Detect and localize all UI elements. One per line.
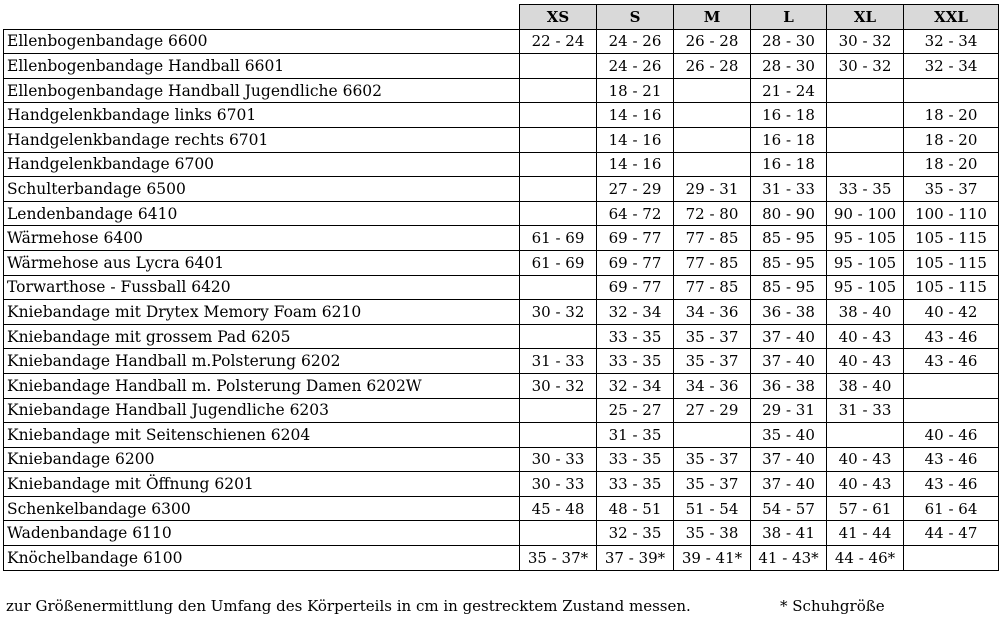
size-value-cell: 105 - 115 (904, 275, 999, 300)
size-value-cell: 35 - 40 (751, 423, 827, 448)
product-name-cell: Wadenbandage 6110 (4, 521, 520, 546)
size-value-cell: 18 - 20 (904, 103, 999, 128)
size-value-cell: 40 - 43 (827, 349, 904, 374)
size-value-cell: 22 - 24 (520, 29, 597, 54)
size-value-cell: 37 - 39* (597, 546, 674, 571)
product-name-cell: Knöchelbandage 6100 (4, 546, 520, 571)
header-row (4, 5, 999, 30)
size-value-cell (827, 103, 904, 128)
size-value-cell: 95 - 105 (827, 250, 904, 275)
header-corner (4, 5, 520, 30)
size-value-cell: 33 - 35 (597, 324, 674, 349)
size-value-cell: 28 - 30 (751, 29, 827, 54)
size-value-cell: 16 - 18 (751, 152, 827, 177)
product-name-cell: Ellenbogenbandage Handball Jugendliche 6602 (4, 78, 520, 103)
size-value-cell: 32 - 34 (597, 373, 674, 398)
size-value-cell: 28 - 30 (751, 54, 827, 79)
size-value-cell (674, 103, 751, 128)
table-row (4, 54, 999, 79)
size-value-cell: 30 - 32 (827, 54, 904, 79)
size-value-cell (827, 423, 904, 448)
size-value-cell: 43 - 46 (904, 349, 999, 374)
size-value-cell (520, 423, 597, 448)
product-name-cell: Ellenbogenbandage 6600 (4, 29, 520, 54)
size-value-cell: 37 - 40 (751, 349, 827, 374)
size-value-cell: 35 - 37* (520, 546, 597, 571)
size-value-cell: 100 - 110 (904, 201, 999, 226)
size-value-cell (520, 78, 597, 103)
size-value-cell: 30 - 33 (520, 447, 597, 472)
size-value-cell: 33 - 35 (597, 472, 674, 497)
size-value-cell: 14 - 16 (597, 103, 674, 128)
size-value-cell (904, 398, 999, 423)
size-value-cell: 30 - 33 (520, 472, 597, 497)
size-value-cell: 69 - 77 (597, 275, 674, 300)
size-value-cell: 35 - 38 (674, 521, 751, 546)
product-name-cell: Handgelenkbandage 6700 (4, 152, 520, 177)
size-value-cell: 27 - 29 (597, 177, 674, 202)
size-value-cell (520, 152, 597, 177)
table-row (4, 250, 999, 275)
size-value-cell: 61 - 69 (520, 250, 597, 275)
size-value-cell: 85 - 95 (751, 275, 827, 300)
size-value-cell: 41 - 44 (827, 521, 904, 546)
size-value-cell: 27 - 29 (674, 398, 751, 423)
table-row (4, 324, 999, 349)
size-value-cell: 38 - 40 (827, 300, 904, 325)
size-value-cell: 61 - 64 (904, 496, 999, 521)
product-name-cell: Kniebandage Handball m. Polsterung Damen 6202W (4, 373, 520, 398)
size-value-cell (520, 201, 597, 226)
size-value-cell: 32 - 34 (597, 300, 674, 325)
product-name-cell: Kniebandage Handball Jugendliche 6203 (4, 398, 520, 423)
table-row (4, 201, 999, 226)
size-value-cell: 30 - 32 (520, 373, 597, 398)
size-value-cell: 40 - 43 (827, 324, 904, 349)
product-name-cell: Kniebandage Handball m.Polsterung 6202 (4, 349, 520, 374)
product-name-cell: Kniebandage 6200 (4, 447, 520, 472)
header-size: XS (520, 5, 597, 30)
size-value-cell: 105 - 115 (904, 250, 999, 275)
size-value-cell: 43 - 46 (904, 472, 999, 497)
product-name-cell: Kniebandage mit Seitenschienen 6204 (4, 423, 520, 448)
size-value-cell (520, 54, 597, 79)
size-value-cell: 85 - 95 (751, 250, 827, 275)
size-value-cell: 14 - 16 (597, 127, 674, 152)
size-value-cell: 77 - 85 (674, 250, 751, 275)
header-size: XXL (904, 5, 999, 30)
size-value-cell (520, 127, 597, 152)
product-name-cell: Kniebandage mit Drytex Memory Foam 6210 (4, 300, 520, 325)
size-value-cell: 33 - 35 (597, 349, 674, 374)
table-row (4, 496, 999, 521)
size-value-cell: 51 - 54 (674, 496, 751, 521)
size-value-cell (904, 78, 999, 103)
header-size: S (597, 5, 674, 30)
header-size: M (674, 5, 751, 30)
table-row (4, 275, 999, 300)
size-value-cell: 54 - 57 (751, 496, 827, 521)
table-row (4, 423, 999, 448)
size-value-cell: 48 - 51 (597, 496, 674, 521)
size-value-cell: 35 - 37 (674, 324, 751, 349)
product-name-cell: Wärmehose aus Lycra 6401 (4, 250, 520, 275)
size-value-cell: 37 - 40 (751, 472, 827, 497)
size-value-cell (520, 103, 597, 128)
size-value-cell: 40 - 43 (827, 447, 904, 472)
size-value-cell (674, 423, 751, 448)
size-value-cell (520, 398, 597, 423)
product-name-cell: Handgelenkbandage rechts 6701 (4, 127, 520, 152)
size-value-cell: 38 - 40 (827, 373, 904, 398)
product-name-cell: Torwarthose - Fussball 6420 (4, 275, 520, 300)
product-name-cell: Schenkelbandage 6300 (4, 496, 520, 521)
size-value-cell: 35 - 37 (674, 472, 751, 497)
product-name-cell: Schulterbandage 6500 (4, 177, 520, 202)
table-row (4, 398, 999, 423)
size-value-cell: 33 - 35 (597, 447, 674, 472)
size-value-cell: 30 - 32 (520, 300, 597, 325)
table-body (4, 29, 999, 570)
table-row (4, 177, 999, 202)
product-name-cell: Kniebandage mit Öffnung 6201 (4, 472, 520, 497)
size-value-cell (674, 152, 751, 177)
size-value-cell: 21 - 24 (751, 78, 827, 103)
size-value-cell: 26 - 28 (674, 54, 751, 79)
size-value-cell: 41 - 43* (751, 546, 827, 571)
header-size: L (751, 5, 827, 30)
table-row (4, 349, 999, 374)
size-value-cell (520, 521, 597, 546)
size-value-cell: 40 - 43 (827, 472, 904, 497)
size-value-cell: 95 - 105 (827, 275, 904, 300)
size-value-cell: 43 - 46 (904, 447, 999, 472)
size-value-cell: 44 - 46* (827, 546, 904, 571)
size-value-cell: 85 - 95 (751, 226, 827, 251)
size-value-cell: 30 - 32 (827, 29, 904, 54)
size-value-cell: 36 - 38 (751, 300, 827, 325)
table-row (4, 300, 999, 325)
size-value-cell: 45 - 48 (520, 496, 597, 521)
size-value-cell: 77 - 85 (674, 226, 751, 251)
size-value-cell: 24 - 26 (597, 54, 674, 79)
table-row (4, 447, 999, 472)
size-value-cell: 25 - 27 (597, 398, 674, 423)
size-value-cell: 44 - 47 (904, 521, 999, 546)
product-name-cell: Lendenbandage 6410 (4, 201, 520, 226)
table-row (4, 226, 999, 251)
size-value-cell: 57 - 61 (827, 496, 904, 521)
header-size: XL (827, 5, 904, 30)
size-value-cell: 39 - 41* (674, 546, 751, 571)
table-row (4, 472, 999, 497)
size-value-cell: 40 - 42 (904, 300, 999, 325)
measurement-footnote: zur Größenermittlung den Umfang des Körperteils in cm in gestrecktem Zustand messen. (6, 597, 691, 615)
size-value-cell: 36 - 38 (751, 373, 827, 398)
size-value-cell: 29 - 31 (674, 177, 751, 202)
table-row (4, 127, 999, 152)
size-chart-table (3, 4, 999, 571)
size-value-cell (520, 177, 597, 202)
size-value-cell: 34 - 36 (674, 300, 751, 325)
size-value-cell: 61 - 69 (520, 226, 597, 251)
size-value-cell: 37 - 40 (751, 324, 827, 349)
size-value-cell: 16 - 18 (751, 127, 827, 152)
table-row (4, 103, 999, 128)
table-row (4, 546, 999, 571)
size-value-cell (520, 324, 597, 349)
size-value-cell: 33 - 35 (827, 177, 904, 202)
size-value-cell: 72 - 80 (674, 201, 751, 226)
size-value-cell: 18 - 20 (904, 127, 999, 152)
size-value-cell: 37 - 40 (751, 447, 827, 472)
size-value-cell: 31 - 33 (520, 349, 597, 374)
size-value-cell: 34 - 36 (674, 373, 751, 398)
size-value-cell: 29 - 31 (751, 398, 827, 423)
table-row (4, 152, 999, 177)
size-value-cell: 18 - 20 (904, 152, 999, 177)
product-name-cell: Ellenbogenbandage Handball 6601 (4, 54, 520, 79)
size-value-cell: 38 - 41 (751, 521, 827, 546)
size-value-cell (904, 373, 999, 398)
table-row (4, 78, 999, 103)
size-value-cell: 26 - 28 (674, 29, 751, 54)
size-value-cell (827, 127, 904, 152)
size-value-cell: 69 - 77 (597, 226, 674, 251)
size-value-cell: 80 - 90 (751, 201, 827, 226)
size-value-cell: 32 - 35 (597, 521, 674, 546)
shoe-size-footnote: * Schuhgröße (780, 597, 885, 615)
size-value-cell: 16 - 18 (751, 103, 827, 128)
product-name-cell: Handgelenkbandage links 6701 (4, 103, 520, 128)
size-value-cell: 105 - 115 (904, 226, 999, 251)
size-value-cell: 35 - 37 (904, 177, 999, 202)
size-value-cell: 31 - 35 (597, 423, 674, 448)
table-row (4, 373, 999, 398)
size-value-cell (904, 546, 999, 571)
size-value-cell: 35 - 37 (674, 349, 751, 374)
size-value-cell: 77 - 85 (674, 275, 751, 300)
size-value-cell: 32 - 34 (904, 29, 999, 54)
product-name-cell: Wärmehose 6400 (4, 226, 520, 251)
size-value-cell: 14 - 16 (597, 152, 674, 177)
size-value-cell (674, 127, 751, 152)
size-value-cell (520, 275, 597, 300)
size-value-cell: 90 - 100 (827, 201, 904, 226)
size-value-cell: 69 - 77 (597, 250, 674, 275)
table-row (4, 29, 999, 54)
size-value-cell (674, 78, 751, 103)
size-value-cell: 64 - 72 (597, 201, 674, 226)
size-value-cell (827, 152, 904, 177)
size-value-cell: 24 - 26 (597, 29, 674, 54)
size-value-cell (827, 78, 904, 103)
size-value-cell: 35 - 37 (674, 447, 751, 472)
size-value-cell: 43 - 46 (904, 324, 999, 349)
size-value-cell: 31 - 33 (827, 398, 904, 423)
size-value-cell: 31 - 33 (751, 177, 827, 202)
table-row (4, 521, 999, 546)
size-value-cell: 40 - 46 (904, 423, 999, 448)
size-value-cell: 95 - 105 (827, 226, 904, 251)
size-value-cell: 32 - 34 (904, 54, 999, 79)
size-value-cell: 18 - 21 (597, 78, 674, 103)
product-name-cell: Kniebandage mit grossem Pad 6205 (4, 324, 520, 349)
